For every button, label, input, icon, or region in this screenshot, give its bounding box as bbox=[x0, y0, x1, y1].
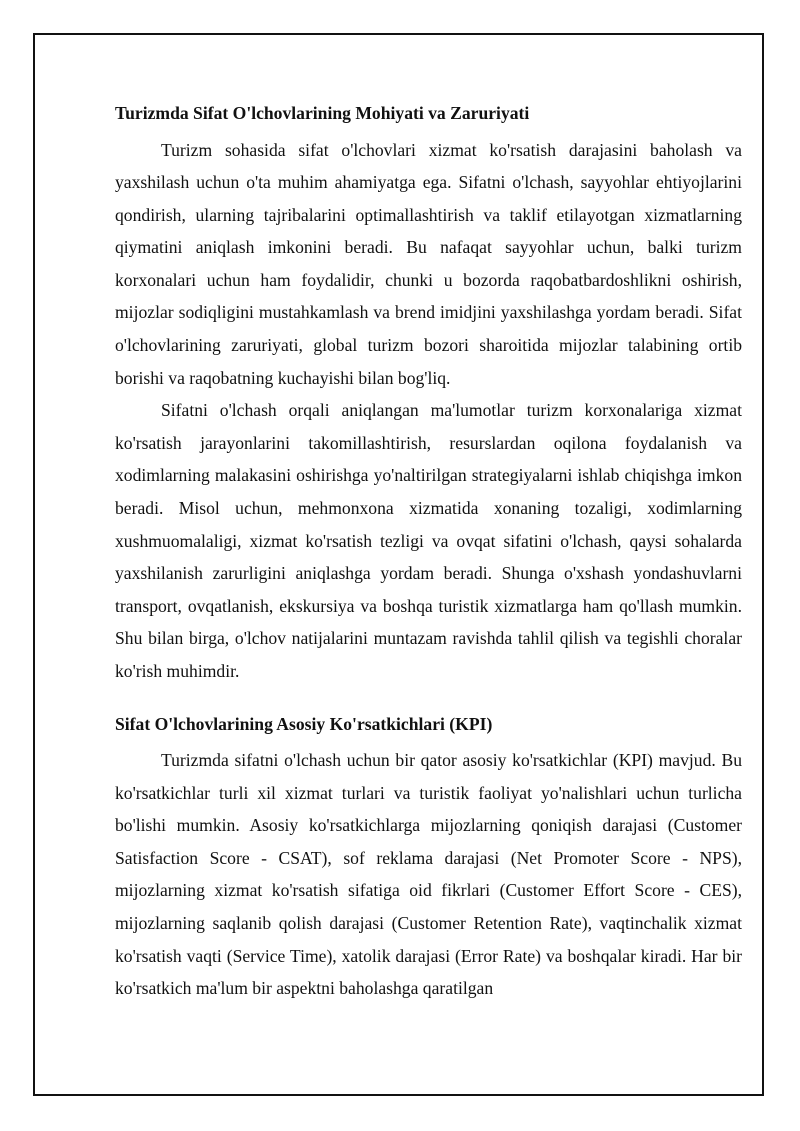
section-heading-2: Sifat O'lchovlarining Asosiy Ko'rsatkichlari (KPI) bbox=[115, 713, 493, 734]
section-heading-1: Turizmda Sifat O'lchovlarining Mohiyati va Zaruriyati bbox=[115, 103, 530, 123]
document-body bbox=[115, 97, 742, 1005]
paragraph-2: Sifatni o'lchash orqali aniqlangan ma'lumotlar turizm korxonalariga xizmat ko'rsatish jarayonlarini takomillashtirish, resurslardan oqilona foydalanish va xodimlarning malakasini oshirishga yo'naltirilgan strategiyalarni ishlab chiqishga imkon beradi. Misol uchun, mehmonxona xizmatida xonaning tozaligi, xodimlarning xushmuomalaligi, xizmat ko'rsatish tezligi va ovqat sifatini o'lchash, qaysi sohalarda yaxshilanish zarurligini aniqlashga yordam beradi. Shunga o'xshash yondashuvlarni transport, ovqatlanish, ekskursiya va boshqa turistik xizmatlarga ham qo'llash mumkin. Shu bilan birga, o'lchov natijalarini muntazam ravishda tahlil qilish va tegishli choralar ko'rish muhimdir. bbox=[115, 400, 742, 681]
paragraph-3: Turizmda sifatni o'lchash uchun bir qator asosiy ko'rsatkichlar (KPI) mavjud. Bu ko'rsatkichlar turli xil xizmat turlari va turistik faoliyat yo'nalishlari uchun turlicha bo'lishi mumkin. Asosiy ko'rsatkichlarga mijozlarning qoniqish darajasi (Customer Satisfaction Score - CSAT), sof reklama darajasi (Net Promoter Score - NPS), mijozlarning xizmat ko'rsatish sifatiga oid fikrlari (Customer Effort Score - CES), mijozlarning saqlanib qolish darajasi (Customer Retention Rate), vaqtinchalik xizmat ko'rsatish vaqti (Service Time), xatolik darajasi (Error Rate) va boshqalar kiradi. Har bir ko'rsatkich ma'lum bir aspektni baholashga qaratilgan bbox=[115, 750, 742, 999]
paragraph-1: Turizm sohasida sifat o'lchovlari xizmat ko'rsatish darajasini baholash va yaxshilash uchun o'ta muhim ahamiyatga ega. Sifatni o'lchash, sayyohlar ehtiyojlarini qondirish, ularning tajribalarini optimallashtirish va taklif etilayotgan xizmatlarning qiymatini aniqlash imkonini beradi. Bu nafaqat sayyohlar uchun, balki turizm korxonalari uchun ham foydalidir, chunki u bozorda raqobatbardoshlikni oshirish, mijozlar sodiqligini mustahkamlash va brend imidjini yaxshilashga yordam beradi. Sifat o'lchovlarining zaruriyati, global turizm bozori sharoitida mijozlar talabining ortib borishi va raqobatning kuchayishi bilan bog'liq. bbox=[115, 139, 742, 388]
